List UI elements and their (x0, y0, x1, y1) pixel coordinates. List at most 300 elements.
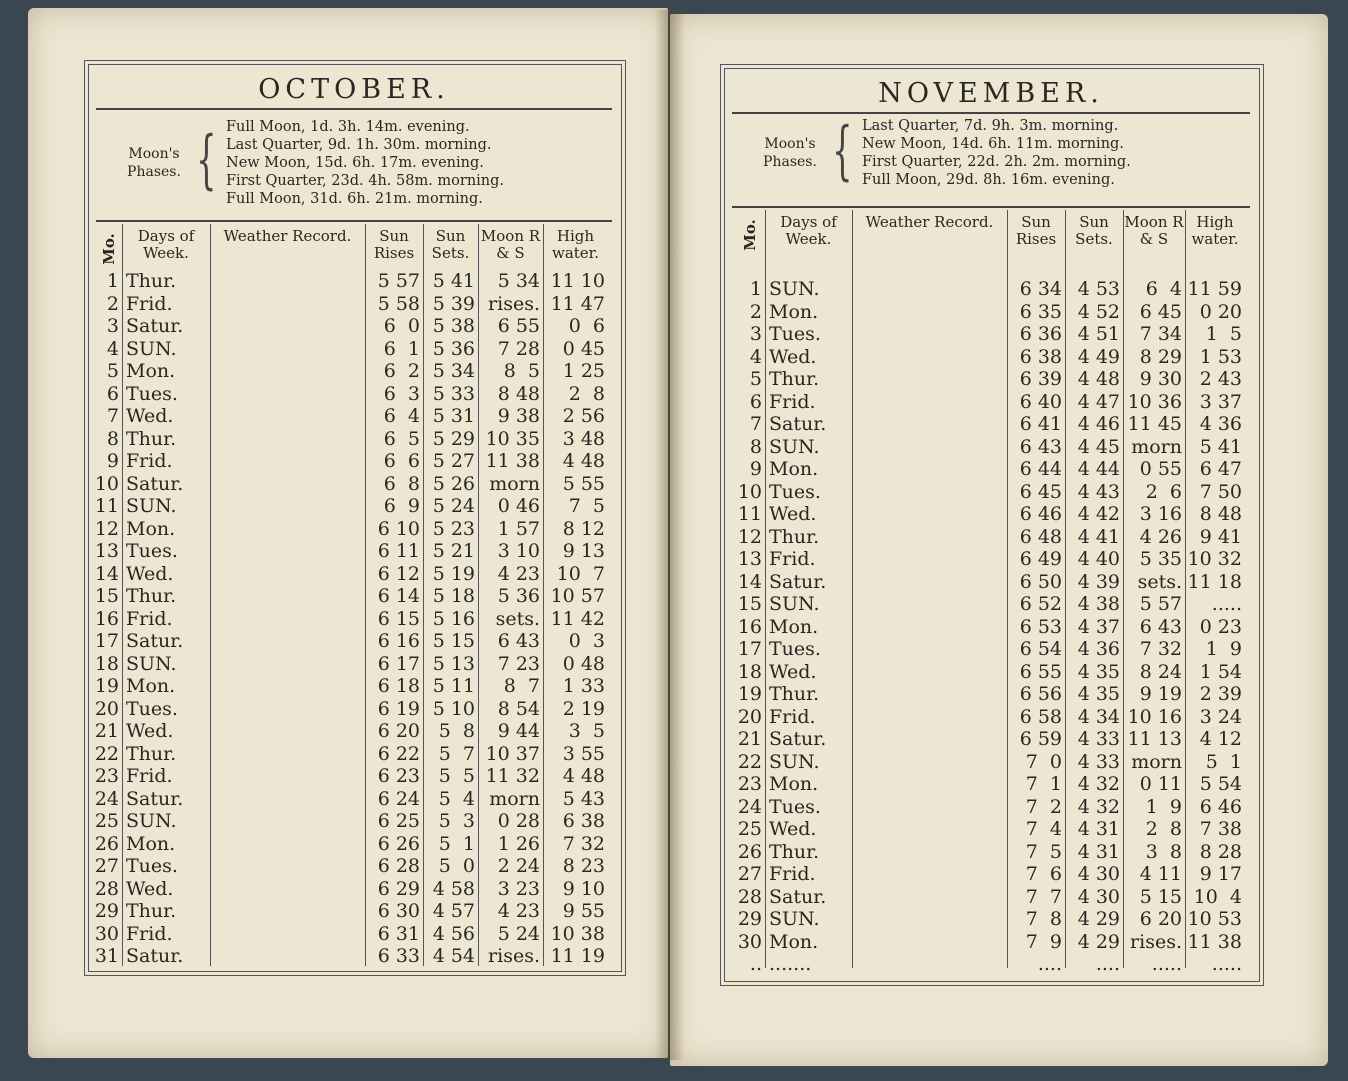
sun-sets: 5 13 (432, 652, 475, 675)
day-of-week: Wed. (769, 818, 817, 840)
day-number: 21 (94, 720, 119, 742)
moon-rise-set: 8 54 (497, 697, 540, 720)
sun-rises: 6 58 (1019, 705, 1062, 728)
sun-rises: 6 1 (383, 337, 420, 360)
day-of-week: SUN. (126, 652, 177, 675)
day-of-week: Thur. (769, 840, 820, 863)
sun-rises: 6 6 (383, 450, 420, 472)
high-water: 1 54 (1199, 660, 1242, 683)
table-row (733, 458, 1245, 480)
sun-sets: 5 19 (432, 562, 475, 585)
sun-sets: 4 54 (432, 945, 475, 967)
high-water: 2 39 (1199, 683, 1242, 705)
table-row (92, 428, 608, 450)
sun-rises: 6 41 (1019, 413, 1062, 435)
sun-rises: 6 10 (377, 517, 420, 540)
header-sun-sets: Sun Sets. (431, 227, 470, 262)
sun-rises: 6 24 (377, 787, 420, 810)
sun-rises: 7 1 (1025, 773, 1062, 795)
high-water: 3 5 (568, 720, 605, 742)
high-water: 3 24 (1199, 705, 1242, 728)
day-number: 18 (737, 660, 762, 683)
high-water: 9 13 (562, 540, 605, 562)
high-water: 9 41 (1199, 525, 1242, 548)
header-moon: Moon R & S (480, 227, 541, 262)
high-water: 0 45 (562, 337, 605, 360)
moon-phase-item: First Quarter, 22d. 2h. 2m. morning. (862, 154, 1131, 170)
moon-rise-set: 1 57 (497, 517, 540, 540)
day-number: 7 (106, 405, 119, 427)
day-of-week: Wed. (769, 660, 817, 683)
moon-rise-set: 1 9 (1145, 795, 1182, 818)
high-water: 4 12 (1199, 728, 1242, 750)
day-of-week: Wed. (769, 345, 817, 368)
day-number: 11 (737, 503, 762, 525)
day-of-week: Frid. (126, 922, 173, 945)
title-rule (96, 108, 612, 110)
day-number: 13 (737, 548, 762, 570)
sun-sets: 4 29 (1077, 908, 1120, 930)
day-of-week: Tues. (769, 638, 821, 660)
moon-rise-set: 8 29 (1139, 345, 1182, 368)
high-water: 9 55 (562, 900, 605, 922)
sun-sets: 4 46 (1077, 413, 1120, 435)
day-number: 20 (94, 697, 119, 720)
day-of-week: Satur. (769, 885, 827, 908)
day-of-week: Thur. (126, 900, 177, 922)
day-of-week: Tues. (769, 480, 821, 503)
month-title: NOVEMBER. (878, 78, 1104, 109)
sun-sets: 5 34 (432, 360, 475, 382)
day-of-week: SUN. (769, 750, 820, 773)
sun-rises: 6 14 (377, 585, 420, 607)
moon-rise-set: 5 34 (497, 270, 540, 292)
table-row (733, 773, 1245, 795)
sun-rises: 6 52 (1019, 593, 1062, 615)
sun-sets: 4 58 (432, 877, 475, 900)
table-row (92, 383, 608, 405)
sun-sets: 4 49 (1077, 345, 1120, 368)
moon-rise-set: 10 36 (1127, 390, 1182, 413)
sun-sets: 4 32 (1077, 795, 1120, 818)
day-number: 14 (737, 570, 762, 593)
sun-rises: 6 54 (1019, 638, 1062, 660)
sun-rises: 6 2 (383, 360, 420, 382)
sun-sets: 5 3 (438, 810, 475, 832)
day-of-week: Tues. (769, 323, 821, 345)
sun-sets: 5 11 (432, 675, 475, 697)
high-water: 0 3 (568, 630, 605, 652)
moon-rise-set: 8 24 (1139, 660, 1182, 683)
high-water: 5 1 (1205, 750, 1242, 773)
sun-sets: 5 38 (432, 315, 475, 337)
day-number: 23 (737, 773, 762, 795)
high-water: 1 33 (562, 675, 605, 697)
sun-sets: 4 43 (1077, 480, 1120, 503)
high-water: 6 46 (1199, 795, 1242, 818)
day-number: 11 (94, 495, 119, 517)
table-row (733, 751, 1245, 773)
sun-rises: 6 55 (1019, 660, 1062, 683)
high-water: 10 57 (550, 585, 605, 607)
day-of-week: Frid. (769, 863, 816, 885)
header-sun-sets: Sun Sets. (1075, 213, 1113, 248)
high-water: 8 23 (562, 855, 605, 877)
moon-rise-set: 10 37 (485, 742, 540, 765)
high-water: 10 53 (1187, 908, 1242, 930)
day-of-week: Mon. (126, 832, 176, 855)
day-number: 25 (737, 818, 762, 840)
table-row (733, 526, 1245, 548)
day-number: 10 (737, 480, 762, 503)
high-water: 4 48 (562, 450, 605, 472)
day-of-week: Thur. (126, 742, 177, 765)
title-rule (732, 112, 1250, 114)
table-row (733, 818, 1245, 840)
day-of-week: Wed. (126, 877, 174, 900)
high-water: 5 54 (1199, 773, 1242, 795)
table-row (92, 495, 608, 517)
day-number: 22 (737, 750, 762, 773)
day-of-week: SUN. (769, 593, 820, 615)
day-of-week: Satur. (126, 945, 184, 967)
table-row (92, 518, 608, 540)
sun-rises: 6 53 (1019, 615, 1062, 638)
table-row (733, 278, 1245, 300)
sun-rises: 6 5 (383, 427, 420, 450)
moon-rise-set: 1 26 (497, 832, 540, 855)
table-row (733, 413, 1245, 435)
sun-rises: 6 33 (377, 945, 420, 967)
moon-rise-set: 6 20 (1139, 908, 1182, 930)
high-water: 4 48 (562, 765, 605, 787)
sun-sets: 4 45 (1077, 435, 1120, 458)
day-of-week: Frid. (126, 607, 173, 630)
high-water: 5 43 (562, 787, 605, 810)
moon-rise-set: 4 23 (497, 900, 540, 922)
sun-sets: 5 31 (432, 405, 475, 427)
moon-rise-set: 0 28 (497, 810, 540, 832)
day-number: 5 (749, 368, 762, 390)
moon-rise-set: 9 38 (497, 405, 540, 427)
header-mo: Mo. (99, 233, 118, 265)
day-number: 19 (94, 675, 119, 697)
high-water: 8 28 (1199, 840, 1242, 863)
high-water: 7 38 (1199, 818, 1242, 840)
day-of-week: Thur. (769, 525, 820, 548)
day-of-week: Mon. (769, 458, 819, 480)
high-water: 1 25 (562, 360, 605, 382)
moon-rise-set: 8 5 (503, 360, 540, 382)
day-number: 17 (737, 638, 762, 660)
sun-sets: 4 30 (1077, 885, 1120, 908)
moon-phases-label: Moon's Phases. (127, 146, 181, 180)
table-row (92, 810, 608, 832)
sun-rises: 7 4 (1025, 818, 1062, 840)
table-row (733, 953, 1245, 975)
sun-sets: 5 15 (432, 630, 475, 652)
sun-rises: 7 7 (1025, 885, 1062, 908)
high-water: 5 55 (562, 472, 605, 495)
table-row (92, 788, 608, 810)
month-title: OCTOBER. (258, 74, 450, 105)
table-row (92, 923, 608, 945)
high-water: 0 48 (562, 652, 605, 675)
day-number: 31 (94, 945, 119, 967)
sun-rises: 6 56 (1019, 683, 1062, 705)
day-of-week: Wed. (126, 562, 174, 585)
table-row (733, 391, 1245, 413)
day-number: 17 (94, 630, 119, 652)
moon-rise-set: sets. (495, 607, 540, 630)
moon-rise-set: 0 11 (1139, 773, 1182, 795)
day-of-week: Thur. (126, 585, 177, 607)
sun-sets: 4 32 (1077, 773, 1120, 795)
sun-rises: 6 30 (377, 900, 420, 922)
moon-rise-set: 5 57 (1139, 593, 1182, 615)
day-number: 18 (94, 652, 119, 675)
book-gutter (655, 10, 685, 1060)
moon-rise-set: 0 46 (497, 495, 540, 517)
sun-rises: 6 15 (377, 607, 420, 630)
sun-rises: 7 0 (1025, 750, 1062, 773)
sun-rises: 6 34 (1019, 278, 1062, 300)
moon-phase-item: Last Quarter, 7d. 9h. 3m. morning. (862, 118, 1119, 134)
table-row (733, 638, 1245, 660)
day-number: 8 (749, 435, 762, 458)
moon-rise-set: 5 15 (1139, 885, 1182, 908)
day-number: 29 (737, 908, 762, 930)
high-water: 3 37 (1199, 390, 1242, 413)
sun-rises: 6 18 (377, 675, 420, 697)
day-number: 20 (737, 705, 762, 728)
sun-sets: 5 5 (438, 765, 475, 787)
day-of-week: Wed. (769, 503, 817, 525)
high-water: 11 19 (550, 945, 605, 967)
high-water: 8 48 (1199, 503, 1242, 525)
header-sun-rises: Sun Rises (373, 227, 415, 262)
moon-rise-set: 4 23 (497, 562, 540, 585)
table-row (733, 683, 1245, 705)
high-water: 11 38 (1187, 930, 1242, 953)
moon-rise-set: morn (489, 472, 540, 495)
day-of-week: Mon. (126, 517, 176, 540)
sun-sets: 4 48 (1077, 368, 1120, 390)
moon-rise-set: 7 32 (1139, 638, 1182, 660)
moon-rise-set: 7 28 (497, 337, 540, 360)
sun-rises: 6 35 (1019, 300, 1062, 323)
high-water: 7 50 (1199, 480, 1242, 503)
table-row (733, 503, 1245, 525)
day-number: 15 (94, 585, 119, 607)
sun-sets: 5 7 (438, 742, 475, 765)
sun-rises: 7 2 (1025, 795, 1062, 818)
sun-sets: 4 30 (1077, 863, 1120, 885)
table-row (92, 450, 608, 472)
table-row (92, 563, 608, 585)
sun-sets: 5 29 (432, 427, 475, 450)
sun-rises: 6 19 (377, 697, 420, 720)
sun-sets: 4 47 (1077, 390, 1120, 413)
table-row (92, 608, 608, 630)
day-of-week: Satur. (126, 315, 184, 337)
sun-sets: 5 39 (432, 292, 475, 315)
sun-sets: 4 52 (1077, 300, 1120, 323)
high-water: 10 4 (1193, 885, 1242, 908)
high-water: 0 20 (1199, 300, 1242, 323)
table-row (733, 548, 1245, 570)
high-water: 11 10 (550, 270, 605, 292)
moon-rise-set: morn (1131, 750, 1182, 773)
day-of-week: Tues. (769, 795, 821, 818)
day-number: 28 (737, 885, 762, 908)
moon-rise-set: 10 35 (485, 427, 540, 450)
moon-phase-item: New Moon, 14d. 6h. 11m. morning. (862, 136, 1124, 152)
sun-sets: 4 33 (1077, 728, 1120, 750)
day-number: 4 (106, 337, 119, 360)
sun-sets: 4 35 (1077, 683, 1120, 705)
header-mo: Mo. (740, 219, 759, 251)
moon-rise-set: 11 45 (1127, 413, 1182, 435)
day-number: 15 (737, 593, 762, 615)
header-high-water: High water. (552, 227, 599, 262)
day-of-week: Mon. (769, 930, 819, 953)
table-row (92, 720, 608, 742)
sun-rises: 6 4 (383, 405, 420, 427)
day-of-week: Satur. (769, 413, 827, 435)
moon-rise-set: 6 55 (497, 315, 540, 337)
high-water: 10 7 (556, 562, 605, 585)
sun-sets: 4 34 (1077, 705, 1120, 728)
sun-rises: 6 43 (1019, 435, 1062, 458)
moon-phase-item: Full Moon, 29d. 8h. 16m. evening. (862, 172, 1115, 188)
day-number: 10 (94, 472, 119, 495)
brace-icon: { (832, 114, 853, 188)
high-water: 6 47 (1199, 458, 1242, 480)
day-number: 24 (94, 787, 119, 810)
high-water: 7 32 (562, 832, 605, 855)
moon-rise-set: 9 30 (1139, 368, 1182, 390)
sun-rises: 6 44 (1019, 458, 1062, 480)
day-of-week: Mon. (769, 773, 819, 795)
table-row (733, 436, 1245, 458)
day-number: 16 (94, 607, 119, 630)
day-number: 26 (94, 832, 119, 855)
day-number: 5 (106, 360, 119, 382)
table-row (733, 706, 1245, 728)
header-days: Days of Week. (137, 227, 195, 262)
moon-rise-set: 9 19 (1139, 683, 1182, 705)
day-of-week: SUN. (126, 810, 177, 832)
table-row (92, 270, 608, 292)
high-water: 2 19 (562, 697, 605, 720)
sun-rises: 6 22 (377, 742, 420, 765)
table-row (92, 405, 608, 427)
sun-sets: 4 44 (1077, 458, 1120, 480)
day-number: 8 (106, 427, 119, 450)
table-row (92, 900, 608, 922)
sun-sets: 5 33 (432, 382, 475, 405)
sun-rises: 6 49 (1019, 548, 1062, 570)
sun-rises: 6 23 (377, 765, 420, 787)
high-water: 7 5 (568, 495, 605, 517)
sun-rises: 5 58 (377, 292, 420, 315)
moon-rise-set: 3 16 (1139, 503, 1182, 525)
sun-sets: 4 36 (1077, 638, 1120, 660)
sun-rises: 6 36 (1019, 323, 1062, 345)
sun-sets: 5 1 (438, 832, 475, 855)
day-of-week: Mon. (126, 675, 176, 697)
moon-rise-set: rises. (1130, 930, 1182, 953)
day-number: .. (749, 953, 762, 975)
sun-rises: .... (1037, 953, 1062, 975)
sun-sets: 4 42 (1077, 503, 1120, 525)
sun-rises: 6 3 (383, 382, 420, 405)
day-of-week: Wed. (126, 405, 174, 427)
sun-rises: 6 29 (377, 877, 420, 900)
day-number: 4 (749, 345, 762, 368)
day-number: 29 (94, 900, 119, 922)
sun-sets: 4 39 (1077, 570, 1120, 593)
day-number: 27 (737, 863, 762, 885)
day-of-week: SUN. (769, 435, 820, 458)
high-water: 1 53 (1199, 345, 1242, 368)
day-number: 12 (94, 517, 119, 540)
moon-rise-set: 6 43 (1139, 615, 1182, 638)
table-row (92, 338, 608, 360)
day-number: 19 (737, 683, 762, 705)
high-water: 9 10 (562, 877, 605, 900)
sun-sets: 5 23 (432, 517, 475, 540)
high-water: 6 38 (562, 810, 605, 832)
moon-rise-set: 5 35 (1139, 548, 1182, 570)
day-of-week: Frid. (769, 548, 816, 570)
sun-rises: 6 45 (1019, 480, 1062, 503)
day-of-week: Mon. (769, 300, 819, 323)
sun-rises: 6 40 (1019, 390, 1062, 413)
high-water: 8 12 (562, 517, 605, 540)
sun-sets: 4 51 (1077, 323, 1120, 345)
table-row (92, 945, 608, 967)
day-number: 3 (749, 323, 762, 345)
moon-rise-set: 6 4 (1145, 278, 1182, 300)
table-row (733, 908, 1245, 930)
moon-phases-list (226, 118, 504, 208)
day-of-week: Satur. (126, 630, 184, 652)
sun-sets: 5 36 (432, 337, 475, 360)
high-water: 1 9 (1205, 638, 1242, 660)
high-water: 11 42 (550, 607, 605, 630)
day-number: 27 (94, 855, 119, 877)
high-water: 0 6 (568, 315, 605, 337)
sun-sets: 4 38 (1077, 593, 1120, 615)
header-rule (96, 220, 612, 222)
day-number: 24 (737, 795, 762, 818)
moon-rise-set: 4 26 (1139, 525, 1182, 548)
sun-sets: 4 57 (432, 900, 475, 922)
moon-rise-set: 7 34 (1139, 323, 1182, 345)
high-water: 2 43 (1199, 368, 1242, 390)
day-of-week: Wed. (126, 720, 174, 742)
sun-rises: 6 31 (377, 922, 420, 945)
sun-rises: 6 26 (377, 832, 420, 855)
day-of-week: SUN. (769, 908, 820, 930)
high-water: 11 47 (550, 292, 605, 315)
table-row (733, 796, 1245, 818)
sun-rises: 6 16 (377, 630, 420, 652)
day-number: 25 (94, 810, 119, 832)
day-number: 6 (106, 382, 119, 405)
